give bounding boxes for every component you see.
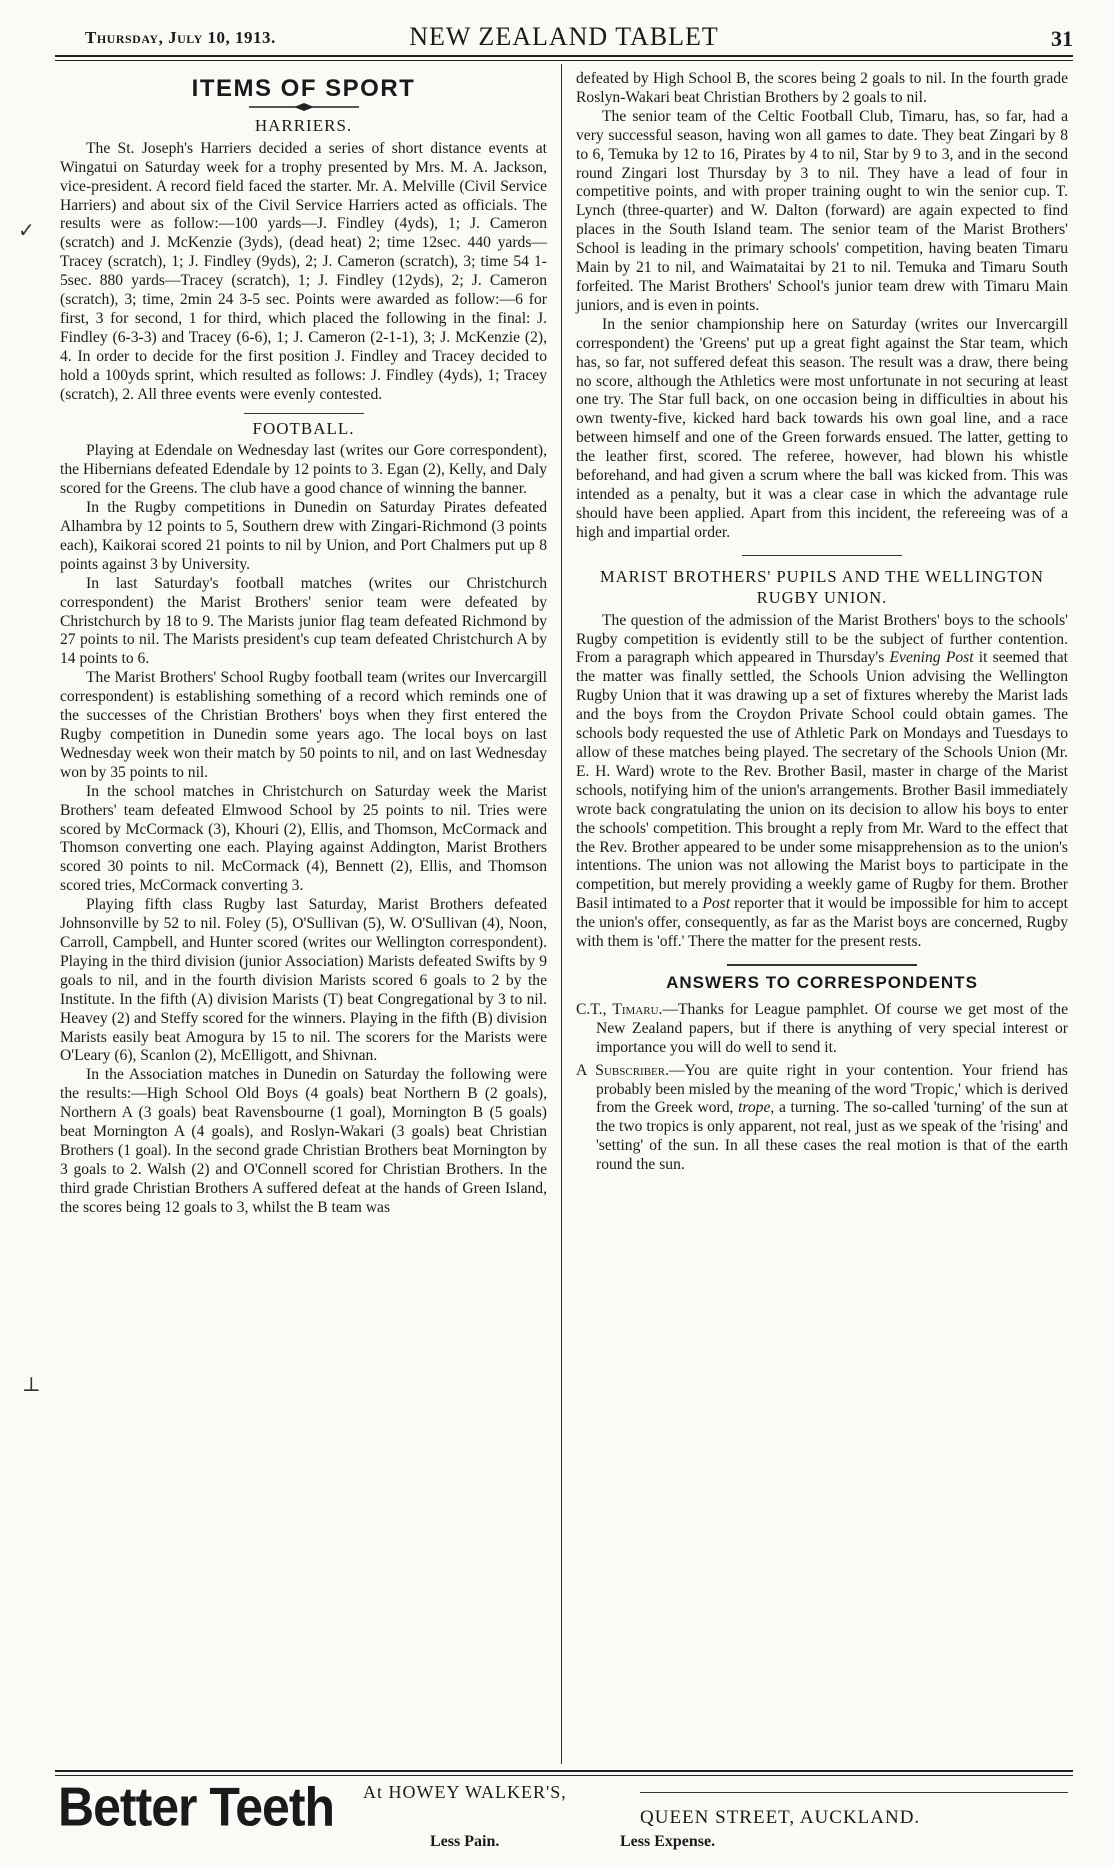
answer-recipient: A Subscriber. bbox=[576, 1061, 669, 1079]
section-divider bbox=[727, 964, 917, 966]
header-rule-thin bbox=[55, 60, 1073, 61]
answer-text: —You are quite right in your contention. Your friend has probably been misled by the meaning of the word 'Tropic,' which is derived from the Greek word, bbox=[596, 1061, 1068, 1117]
answer-item bbox=[576, 1062, 1068, 1175]
ad-slogan-expense: Less Expense. bbox=[620, 1833, 716, 1850]
ad-business-name: At HOWEY WALKER'S, bbox=[363, 1782, 567, 1802]
article-paragraph: In the Rugby competitions in Dunedin on Saturday Pirates defeated Alhambra by 12 points to 5, Southern drew with Zingari-Richmond (3 points each), Kaikorai scored 21 points to nil by Union, and Port Chalmers put up 8 points against 3 by University. bbox=[60, 499, 547, 573]
answer-text: , a turning. The so-called 'turning' of the sun at the two tropics is only apparent, not real, just as we speak of the 'rising' and 'setting' of the sun. In all these cases the real motion is that of the earth round the sun. bbox=[596, 1099, 1069, 1174]
harriers-paragraph: The St. Joseph's Harriers decided a series of short distance events at Wingatui on Saturday week for a trophy presented by Mrs. M. A. Jackson, vice-president. A record field faced the starter. Mr. A. Melville (Civil Service Harriers) and about six of the Civil Service Harriers acted as officials. The results were as follow:—100 yards—J. Findley (4yds), 1; J. Cameron (scratch) and J. McKenzie (3yds), (dead heat) 2; time 12sec. 440 yards—Tracey (scratch), 1; J. Findley (9yds), 2; J. Cameron (scratch), 3; time 54 1-5sec. 880 yards—Tracey (scratch), 1; J. Findley (12yds), 2; J. Cameron (scratch), 3; time, 2min 24 3-5 sec. Points were awarded as follow:—6 for first, 3 for second, 1 for third, which placed the following in the final: J. Findley (6-3-3) and Tracey (6-6), 1; J. Cameron (2-1-1), 3; J. McKenzie (2), 4. In order to decide for the first position J. Findley and Tracey decided to hold a 100yds sprint, which resulted as follows: J. Findley (4yds), 1; Tracey (scratch), 2. All three events were evenly contested. bbox=[60, 139, 547, 403]
football-heading: FOOTBALL. bbox=[252, 418, 355, 438]
section-title: ITEMS OF SPORT bbox=[191, 75, 416, 102]
ornament-rule-icon bbox=[249, 103, 359, 111]
marist-text: The question of the admission of the Marist Brothers' boys to the schools' Rugby competition is evidently still to be the subject of further contention. From a paragraph which appeared in Thursday's bbox=[576, 611, 1068, 667]
article-paragraph: Playing at Edendale on Wednesday last (writes our Gore correspondent), the Hibernians defeated Edendale by 12 points to 3. Egan (2), Kelly, and Daly scored for the Greens. The club have a good chance of winning the banner. bbox=[60, 442, 547, 498]
newspaper-name: Post bbox=[702, 895, 731, 913]
margin-tick-mark: ⊥ bbox=[22, 1374, 41, 1396]
marist-paragraph bbox=[576, 612, 1068, 952]
section-divider bbox=[742, 555, 902, 556]
answer-recipient: C.T., Timaru. bbox=[576, 1000, 663, 1018]
answer-text: —Thanks for League pamphlet. Of course we get most of the New Zealand papers, but if there is anything of very special interest or importance you will do well to send it. bbox=[596, 1000, 1068, 1056]
article-paragraph: In the Association matches in Dunedin on Saturday the following were the results:—High School Old Boys (4 goals) beat Northern B (2 goals), Northern A (3 goals) beat Ravensbourne (1 goal), Mornington B (5 goals) beat Mornington A (4 goals), and Roslyn-Wakari (3 goals) beat Christian Brothers (1 goal). In the second grade Christian Brothers beat Mornington by 3 goals to 2. Walsh (2) and O'Connell scored for Christian Brothers. In the third grade Christian Brothers A suffered defeat at the hands of Green Island, the scores being 12 goals to 3, whilst the B team was bbox=[60, 1066, 547, 1216]
margin-tick-mark: ✓ bbox=[18, 220, 35, 242]
greek-word: trope bbox=[738, 1099, 771, 1117]
ad-rule bbox=[55, 1770, 1073, 1772]
article-paragraph: Playing fifth class Rugby last Saturday, Marist Brothers defeated Johnsonville by 52 to nil. Foley (5), O'Sullivan (5), W. O'Sullivan (4), Noon, Carroll, Campbell, and Hunter scored (writes our Wellington correspondent). Playing in the third division (junior Association) Marists defeated Swifts by 9 goals to nil, and in the fourth division Marists scored 6 goals to 2 by the Institute. In the fifth (A) division Marists (T) beat Congregational by 3 to nil. Heavey (2) and Steffy scored for the winners. Playing in the fifth (B) division Marists easily beat Amogura by 15 to nil. The scorers for the Marists were O'Leary (6), Scanlon (2), McElligott, and Shivnan. bbox=[60, 896, 547, 1065]
article-paragraph: defeated by High School B, the scores being 2 goals to nil. In the fourth grade Roslyn-Wakari beat Christian Brothers by 2 goals to nil. bbox=[576, 70, 1068, 106]
article-paragraph: In the school matches in Christchurch on Saturday week the Marist Brothers' team defeated Elmwood School by 25 points to nil. Tries were scored by McCormack (3), Khouri (2), Ellis, and Thomson, McCormack and Thomson converting one each. Playing against Addington, Marist Brothers scored 30 points to nil. McCormack (4), Bennett (2), Ellis, and Thomson scored tries, McCormack converting 3. bbox=[60, 782, 547, 895]
harriers-heading: HARRIERS. bbox=[254, 115, 353, 135]
newspaper-name: Evening Post bbox=[889, 649, 974, 667]
ad-inner-rule bbox=[640, 1792, 1068, 1793]
right-column bbox=[576, 70, 1068, 1179]
left-column bbox=[60, 70, 547, 1218]
ad-headline: Better Teeth bbox=[58, 1776, 335, 1838]
marist-heading: MARIST BROTHERS' PUPILS AND THE WELLINGTON RUGBY UNION. bbox=[600, 566, 1044, 607]
answers-heading: ANSWERS TO CORRESPONDENTS bbox=[666, 972, 978, 992]
ad-slogan-pain: Less Pain. bbox=[430, 1833, 500, 1850]
answer-item bbox=[576, 1001, 1068, 1058]
article-paragraph: In the senior championship here on Saturday (writes our Invercargill correspondent) the 'Greens' put up a great fight against the Star team, which has, so far, not suffered defeat this season. The result was a draw, there being no score, although the Athletics were most unfortunate in not securing at least one try. The Star full back, on one occasion being in difficulties in about his own twenty-five, kicked hard back towards his own goal line, and a race between himself and one of the Green forwards ensued. The latter, getting to the leather first, scored. The referee, however, had blown his whistle beforehand, and had given a scrum where the ball was kicked from. This was intended as a penalty, but it was a clear case in which the advantage rule should have been applied. Apart from this incident, the refereeing was of a high and impartial order. bbox=[576, 315, 1068, 541]
article-paragraph: The Marist Brothers' School Rugby football team (writes our Invercargill correspondent) is establishing something of a record which reminds one of the successes of the Christian Brothers' boys when they first entered the Rugby competition in Dunedin some years ago. The local boys on last Wednesday week won their match by 50 points to nil, and on last Wednesday won by 35 points to nil. bbox=[60, 669, 547, 781]
page-number: 31 bbox=[1051, 26, 1073, 51]
marist-text: it seemed that the matter was finally settled, the Schools Union advising the Wellington Rugby Union that it was drawing up a set of fixtures whereby the Marist lads and the boys from the Croydon Private School could obtain games. The schools body requested the use of Athletic Park on Mondays and Tuesdays to allow of these matches being played. The secretary of the Schools Union (Mr. E. H. Ward) wrote to the Rev. Brother Basil, master in charge of the Marist schools, notifying him of the union's arrangements. Brother Basil immediately wrote back congratulating the union on its decision to allow his boys to enter the schools' competition. This brought a reply from Mr. Ward to the effect that the Rev. Brother appeared to be under some misapprehension as to the union's intentions. The union was not allowing the Marist boys to participate in the competition, but merely providing a weekly game of Rugby for them. Brother Basil intimated to a bbox=[576, 649, 1068, 913]
article-paragraph: The senior team of the Celtic Football Club, Timaru, has, so far, had a very successful season, having won all games to date. They beat Zingari by 8 to 6, Temuka by 12 to 16, Pirates by 4 to nil, Star by 9 to 3, and in the second round Zingari lost Thursday by 3 to nil. They have a lead of four in competitive points, and with proper training ought to win the senior cup. T. Lynch (three-quarter) and W. Dalton (forward) are again expected to find places in the South Island team. The senior team of the Marist Brothers' School is leading in the primary schools' competition, having beaten Timaru Main by 21 to nil, and Waimataitai by 21 to nil. Temuka and Timaru South forfeited. The Marist Brothers' School's junior team drew with Timaru Main juniors, and is even in points. bbox=[576, 107, 1068, 314]
header-rule bbox=[55, 55, 1073, 57]
issue-date: Thursday, July 10, 1913. bbox=[85, 28, 276, 47]
ad-address: QUEEN STREET, AUCKLAND. bbox=[640, 1807, 921, 1828]
page-header bbox=[55, 22, 1073, 52]
marist-text: reporter that it would be impossible for him to accept the union's offer, consequently, as far as the Marist boys are concerned, Rugby with them is 'off.' There the matter for the present rests. bbox=[576, 895, 1068, 951]
article-paragraph: In last Saturday's football matches (writes our Christchurch correspondent) the Marist Brothers' senior team were defeated by Christchurch by 18 to 9. The Marists junior flag team defeated Richmond by 27 points to nil. The Marists president's cup team defeated Christchurch A by 14 points to 6. bbox=[60, 574, 547, 668]
column-divider bbox=[561, 64, 562, 1764]
masthead-title: NEW ZEALAND TABLET bbox=[409, 22, 719, 51]
section-divider bbox=[244, 413, 364, 414]
